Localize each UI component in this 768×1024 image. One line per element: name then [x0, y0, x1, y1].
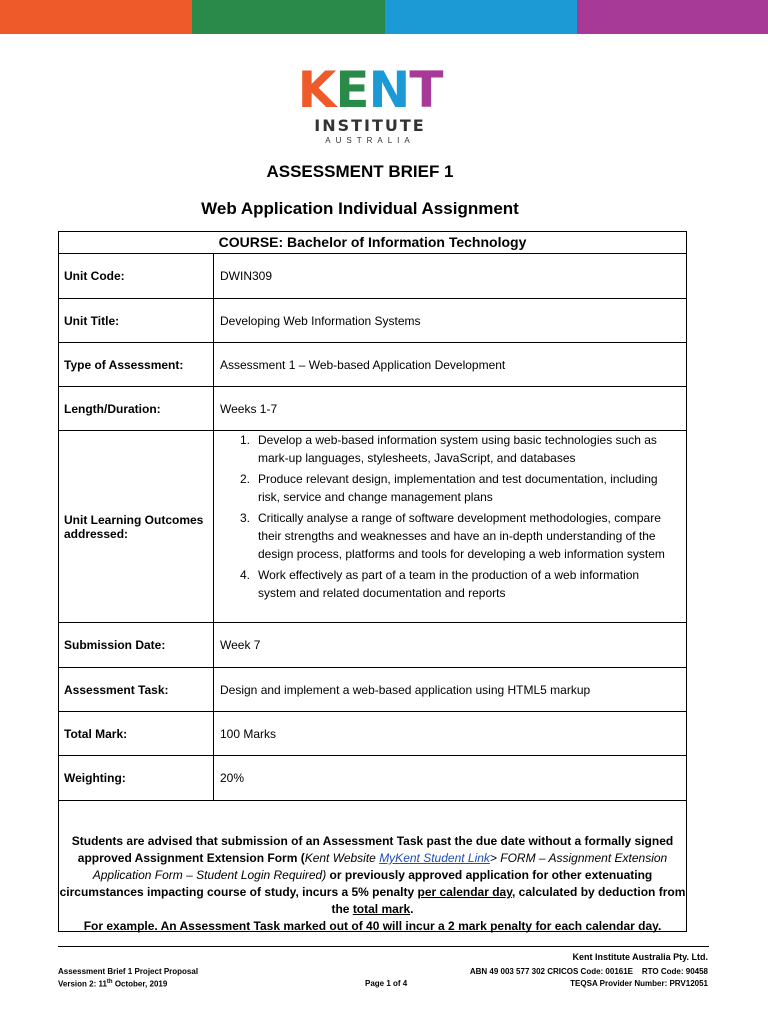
footer-company: Kent Institute Australia Pty. Ltd. [572, 952, 708, 962]
row-value: Week 7 [220, 638, 261, 652]
footer-teqsa: TEQSA Provider Number: PRV12051 [570, 979, 708, 988]
late-submission-notice: Students are advised that submission of an Assessment Task past the due date without a formally signed approved Assignment Extension Form (Kent Website MyKent Student Link> FORM – Assignment Extension Application Form – Student Login Required) or previously approved application for other extenuating circumstances impacting course of study, incurs a 5% penalty per calendar day, calculated by deduction from the total mark. For example. An Assessment Task marked out of 40 will incur a 2 mark penalty for each calendar day. [59, 834, 686, 933]
logo-wordmark [290, 61, 450, 119]
row-unit-title [58, 299, 687, 343]
document-title: ASSESSMENT BRIEF 1 [266, 162, 454, 181]
color-segment-green [192, 0, 385, 34]
list-item: 2. Produce relevant design, implementation and test documentation, including risk, service and change management plans [239, 472, 658, 504]
footer-divider [58, 946, 709, 947]
row-label: Unit Learning Outcomes addressed: [59, 431, 214, 622]
row-value: Assessment 1 – Web-based Application Development [220, 357, 506, 372]
row-label: Weighting: [59, 756, 214, 800]
logo-institute: INSTITUTE [314, 116, 426, 135]
row-total-mark [58, 712, 687, 756]
row-label: Unit Title: [59, 299, 214, 342]
row-label: Submission Date: [59, 623, 214, 667]
row-label: Type of Assessment: [59, 343, 214, 386]
logo-letter: K [297, 61, 336, 119]
row-learning-outcomes [58, 431, 687, 623]
list-item: 4. Work effectively as part of a team in the production of a web information system and related documentation and reports [239, 568, 640, 600]
logo-australia: AUSTRALIA [325, 136, 415, 145]
color-segment-purple [577, 0, 768, 34]
row-weighting [58, 756, 687, 801]
row-label: Length/Duration: [59, 387, 214, 430]
row-value: Developing Web Information Systems [220, 313, 421, 328]
kent-institute-logo [290, 61, 450, 145]
color-segment-orange [0, 0, 192, 34]
row-value: Design and implement a web-based application using HTML5 markup [220, 682, 591, 697]
row-label: Total Mark: [59, 712, 214, 755]
row-assessment-task [58, 668, 687, 712]
row-value [214, 431, 686, 622]
logo-letter: N [368, 61, 410, 119]
row-unit-code [58, 254, 687, 299]
row-value: DWIN309 [220, 269, 273, 283]
footer-version: Version 2: 11th October, 2019 [58, 979, 168, 989]
row-assessment-type [58, 343, 687, 387]
row-label: Unit Code: [59, 254, 214, 298]
top-color-bar [0, 0, 768, 34]
footer-codes: ABN 49 003 577 302 CRICOS Code: 00161E RTO Code: 90458 [469, 967, 708, 976]
footer-doc-title: Assessment Brief 1 Project Proposal [58, 967, 199, 976]
logo-letter: T [409, 61, 443, 119]
list-item: 1. Develop a web-based information system using basic technologies such as mark-up languages, stylesheets, JavaScript, and databases [239, 433, 657, 465]
row-label: Assessment Task: [59, 668, 214, 711]
document-subtitle: Web Application Individual Assignment [201, 199, 519, 218]
row-value: 100 Marks [220, 726, 277, 741]
course-heading: COURSE: Bachelor of Information Technology [58, 231, 687, 254]
logo-letter: E [335, 61, 369, 119]
row-value: Weeks 1-7 [220, 401, 278, 416]
color-segment-blue [385, 0, 577, 34]
footer-page-number: Page 1 of 4 [365, 979, 408, 988]
list-item: 3. Critically analyse a range of software development methodologies, compare their strengths and weaknesses and have an in-depth understanding of the design process, platforms and tools for developing a web information system [239, 511, 665, 561]
mykent-student-link[interactable]: MyKent Student Link [379, 851, 490, 865]
outcomes-list [214, 431, 686, 605]
row-value: 20% [220, 771, 245, 785]
row-submission-date [58, 623, 687, 668]
row-length-duration [58, 387, 687, 431]
